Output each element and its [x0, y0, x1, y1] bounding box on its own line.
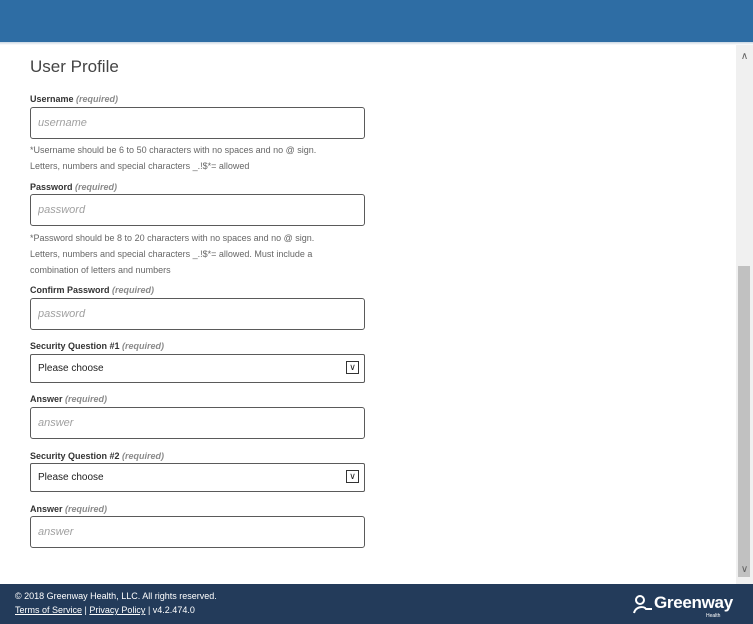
user-profile-form: [0, 45, 736, 584]
version-text: v4.2.474.0: [152, 605, 195, 615]
password-input[interactable]: [30, 194, 365, 226]
privacy-policy-link[interactable]: Privacy Policy: [89, 605, 146, 615]
app-footer: [0, 584, 753, 624]
logo-subtext: Health: [706, 613, 721, 619]
password-hint: [30, 230, 370, 278]
select-value: Please choose: [38, 363, 104, 374]
app-header: [0, 0, 753, 42]
required-tag: (required): [76, 94, 119, 104]
password-label: [30, 182, 117, 192]
greenway-logo: [632, 592, 742, 620]
confirm-password-label-text: Confirm Password: [30, 285, 110, 295]
security-question-2-select[interactable]: [30, 463, 365, 492]
username-hint-line: Letters, numbers and special characters _.!$*= allowed: [30, 161, 250, 171]
copyright-text: © 2018 Greenway Health, LLC. All rights reserved.: [15, 591, 217, 601]
required-tag: (required): [122, 451, 165, 461]
username-hint-line: *Username should be 6 to 50 characters with no spaces and no @ sign.: [30, 145, 317, 155]
chevron-down-icon[interactable]: ∨: [346, 470, 359, 483]
scrollbar-thumb[interactable]: [738, 266, 750, 577]
required-tag: (required): [65, 504, 108, 514]
password-hint-line: Letters, numbers and special characters _.!$*= allowed. Must include a: [30, 249, 313, 259]
chevron-down-icon[interactable]: ∨: [346, 361, 359, 374]
security-question-1-label-text: Security Question #1: [30, 341, 120, 351]
required-tag: (required): [112, 285, 155, 295]
link-separator: |: [147, 605, 151, 615]
select-value: Please choose: [38, 472, 104, 483]
greenway-person-icon: [632, 594, 654, 616]
required-tag: (required): [65, 394, 108, 404]
username-input[interactable]: [30, 107, 365, 139]
username-label: [30, 94, 118, 104]
confirm-password-input[interactable]: [30, 298, 365, 330]
password-hint-line: combination of letters and numbers: [30, 265, 171, 275]
page-title: User Profile: [30, 57, 119, 76]
security-question-2-label: [30, 451, 164, 461]
username-hint: [30, 142, 370, 174]
arrow-down-icon[interactable]: ∨: [740, 564, 749, 575]
terms-of-service-link[interactable]: Terms of Service: [15, 605, 83, 615]
answer-1-label-text: Answer: [30, 394, 63, 404]
username-label-text: Username: [30, 94, 74, 104]
logo-text: Greenway: [654, 593, 733, 612]
link-separator: |: [84, 605, 87, 615]
footer-links: [15, 605, 195, 615]
required-tag: (required): [75, 182, 118, 192]
answer-2-label: [30, 504, 107, 514]
security-question-1-select[interactable]: [30, 354, 365, 383]
password-label-text: Password: [30, 182, 73, 192]
vertical-scrollbar[interactable]: [736, 45, 753, 584]
required-tag: (required): [122, 341, 165, 351]
password-hint-line: *Password should be 8 to 20 characters with no spaces and no @ sign.: [30, 233, 315, 243]
security-question-2-label-text: Security Question #2: [30, 451, 120, 461]
answer-2-label-text: Answer: [30, 504, 63, 514]
answer-1-input[interactable]: [30, 407, 365, 439]
security-question-1-label: [30, 341, 164, 351]
confirm-password-label: [30, 285, 154, 295]
answer-2-input[interactable]: [30, 516, 365, 548]
arrow-up-icon[interactable]: ∧: [740, 51, 749, 62]
answer-1-label: [30, 394, 107, 404]
